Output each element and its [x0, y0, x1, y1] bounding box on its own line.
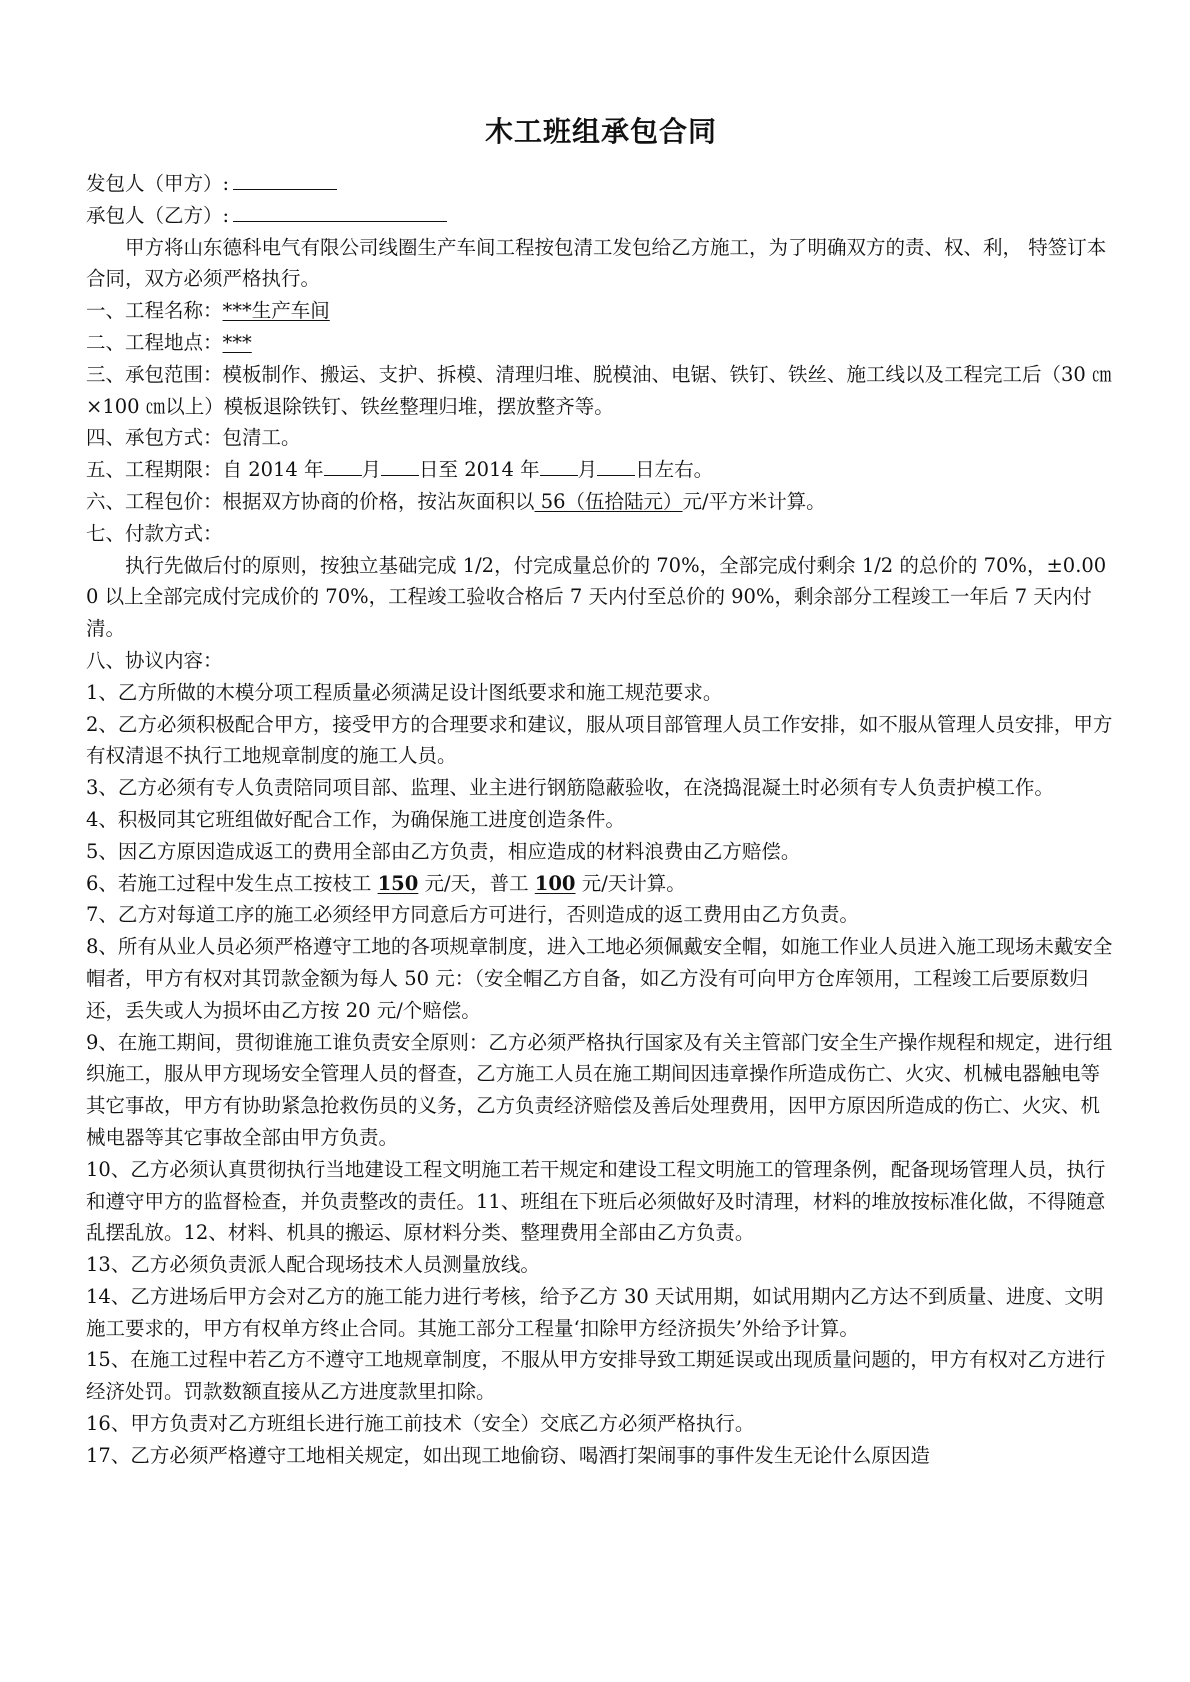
period-blank: [324, 457, 362, 476]
section-price: [86, 486, 1116, 518]
period-blank: [540, 457, 578, 476]
clause-8: 8、所有从业人员必须严格遵守工地的各项规章制度，进入工地必须佩戴安全帽，如施工作业人员进入施工现场未戴安全帽者，甲方有权对其罚款金额为每人 50 元：（安全帽乙方自备，如乙方没有可向甲方仓库领用，工程竣工后要原数归还，丢失或人为损坏由乙方按 20 元/个赔偿。: [86, 935, 1113, 1022]
clause-1: 1、乙方所做的木模分项工程质量必须满足设计图纸要求和施工规范要求。: [86, 680, 723, 704]
clause-text: 元/天，普工: [418, 871, 535, 895]
period-text: 月: [577, 458, 598, 482]
price-text: 六、工程包价：根据双方协商的价格，按沾灰面积以: [86, 489, 535, 513]
clause-text: 6、若施工过程中发生点工按枝工: [86, 871, 378, 895]
price-text: 元/平方米计算。: [682, 489, 826, 513]
skilled-wage-value: 150: [377, 871, 419, 895]
general-wage-value: 100: [534, 871, 576, 895]
section-label: 一、工程名称：: [86, 299, 223, 323]
clause-10: 10、乙方必须认真贯彻执行当地建设工程文明施工若干规定和建设工程文明施工的管理条例，配备现场管理人员，执行和遵守甲方的监督检查，并负责整改的责任。11、班组在下班后必须做好及时清理，材料的堆放按标准化做，不得随意乱摆乱放。12、材料、机具的搬运、原材料分类、整理费用全部由乙方负责。: [86, 1157, 1106, 1245]
section-label: 二、工程地点：: [86, 330, 223, 354]
party-a-line: [86, 168, 1116, 200]
period-text: 日至 2014 年: [419, 458, 540, 482]
party-b-line: [86, 200, 1116, 232]
section-period: [86, 454, 1116, 486]
clause-6: [86, 868, 1116, 900]
section-payment: 七、付款方式：: [86, 521, 223, 545]
period-blank: [381, 457, 419, 476]
party-b-blank: [233, 201, 447, 222]
period-text: 日左右。: [635, 458, 714, 482]
project-name-value: ***生产车间: [222, 299, 330, 323]
clause-13: 13、乙方必须负责派人配合现场技术人员测量放线。: [86, 1253, 540, 1277]
clause-15: 15、在施工过程中若乙方不遵守工地规章制度，不服从甲方安排导致工期延误或出现质量问题的，甲方有权对乙方进行经济处罚。罚款数额直接从乙方进度款里扣除。: [86, 1348, 1106, 1404]
clause-17: 17、乙方必须严格遵守工地相关规定，如出现工地偷窃、喝酒打架闹事的事件发生无论什么原因造: [86, 1443, 930, 1467]
price-value: 56（伍拾陆元）: [534, 489, 683, 513]
section-scope: 三、承包范围：模板制作、搬运、支护、拆模、清理归堆、脱模油、电锯、铁钉、铁丝、施工线以及工程完工后（30 ㎝×100 ㎝以上）模板退除铁钉、铁丝整理归堆，摆放整齐等。: [86, 362, 1112, 418]
section-project-name: [86, 295, 1116, 327]
clause-2: 2、乙方必须积极配合甲方，接受甲方的合理要求和建议，服从项目部管理人员工作安排，如不服从管理人员安排，甲方有权清退不执行工地规章制度的施工人员。: [86, 712, 1113, 768]
party-b-label: 承包人（乙方）:: [86, 203, 230, 227]
clause-5: 5、因乙方原因造成返工的费用全部由乙方负责，相应造成的材料浪费由乙方赔偿。: [86, 839, 801, 863]
section-agreement: 八、协议内容：: [86, 648, 223, 672]
party-a-label: 发包人（甲方）:: [86, 172, 230, 195]
payment-paragraph: 执行先做后付的原则，按独立基础完成 1/2，付完成量总价的 70%，全部完成付剩余 1/2 的总价的 70%，±0.000 以上全部完成付完成价的 70%，工程竣工验收合格后 7 天内付至总价的 90%，剩余部分工程竣工一年后 7 天内付清。: [86, 553, 1107, 641]
section-project-location: [86, 327, 1116, 359]
clause-16: 16、甲方负责对乙方班组长进行施工前技术（安全）交底乙方必须严格执行。: [86, 1412, 755, 1436]
party-a-blank: [233, 169, 337, 190]
section-method: 四、承包方式：包清工。: [86, 426, 301, 450]
period-text: 月: [361, 458, 382, 482]
clause-text: 元/天计算。: [575, 871, 686, 895]
contract-page: [86, 112, 1116, 1472]
clause-7: 7、乙方对每道工序的施工必须经甲方同意后方可进行，否则造成的返工费用由乙方负责。: [86, 903, 859, 927]
clause-4: 4、积极同其它班组做好配合工作，为确保施工进度创造条件。: [86, 807, 625, 831]
project-location-value: ***: [222, 330, 252, 354]
clause-3: 3、乙方必须有专人负责陪同项目部、监理、业主进行钢筋隐蔽验收，在浇捣混凝土时必须有专人负责护模工作。: [86, 776, 1054, 800]
document-title: 木工班组承包合同: [484, 115, 717, 148]
intro-paragraph: 甲方将山东德科电气有限公司线圈生产车间工程按包清工发包给乙方施工，为了明确双方的责、权、利， 特签订本合同，双方必须严格执行。: [86, 235, 1107, 291]
period-blank: [597, 457, 635, 476]
clause-14: 14、乙方进场后甲方会对乙方的施工能力进行考核，给予乙方 30 天试用期，如试用期内乙方达不到质量、进度、文明施工要求的，甲方有权单方终止合同。其施工部分工程量‘扣除甲方经济损失’外给予计算。: [86, 1284, 1104, 1340]
period-text: 五、工程期限：自 2014 年: [86, 458, 324, 482]
clause-9: 9、在施工期间，贯彻谁施工谁负责安全原则：乙方必须严格执行国家及有关主管部门安全生产操作规程和规定，进行组织施工，服从甲方现场安全管理人员的督查，乙方施工人员在施工期间因违章操作所造成伤亡、火灾、机械电器触电等其它事故，甲方有协助紧急抢救伤员的义务，乙方负责经济赔偿及善后处理费用，因甲方原因所造成的伤亡、火灾、机械电器等其它事故全部由甲方负责。: [86, 1030, 1113, 1149]
